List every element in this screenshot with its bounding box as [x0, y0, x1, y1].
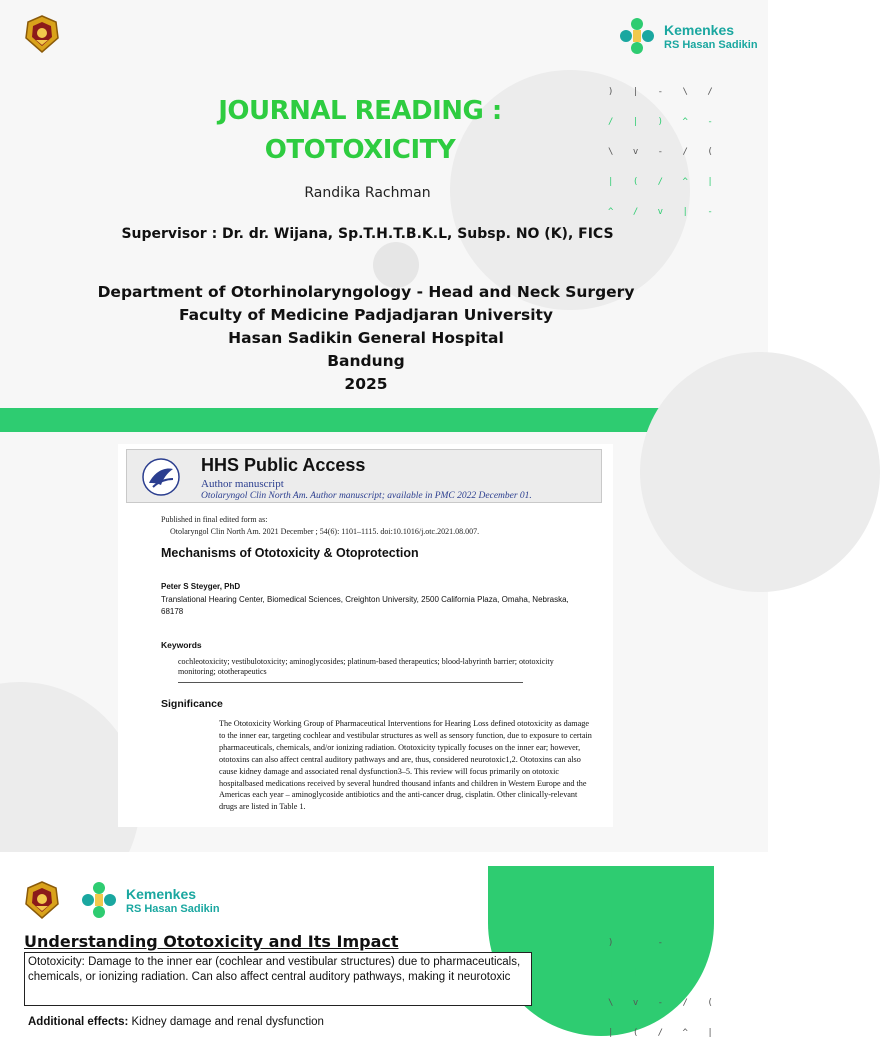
- published-label: Published in final edited form as:: [161, 515, 268, 524]
- hhs-title: HHS Public Access: [201, 455, 366, 475]
- paper-affiliation: Translational Hearing Center, Biomedical Sciences, Creighton University, 2500 California Plaza, Omaha, Nebraska, 68178: [161, 595, 569, 616]
- hhs-eagle-icon: [139, 457, 183, 497]
- presenter-name: Randika Rachman: [304, 185, 431, 201]
- symbol-row: ) -: [608, 938, 671, 948]
- symbol-row: / | ) ^ -: [608, 117, 720, 127]
- divider: [178, 682, 523, 683]
- department-line: Department of Otorhinolaryngology - Head and Neck Surgery: [97, 283, 635, 301]
- kemenkes-logo-icon: [618, 16, 656, 56]
- kemenkes-wordmark: [126, 886, 220, 916]
- slide-heading: Understanding Ototoxicity and Its Impact: [24, 932, 399, 951]
- symbol-row: ) | - \ /: [608, 87, 720, 97]
- paper-slide: [0, 432, 768, 852]
- kemenkes-wordmark: [664, 22, 758, 52]
- citation: Otolaryngol Clin North Am. 2021 December ; 54(6): 1101–1115. doi:10.1016/j.otc.2021.08.007.: [170, 527, 480, 536]
- paper-title: Mechanisms of Ototoxicity & Otoprotection: [161, 546, 419, 560]
- symbol-row: ^ / v | -: [608, 207, 720, 217]
- significance-text: The Ototoxicity Working Group of Pharmaceutical Interventions for Hearing Loss defined ototoxicity as damage to the inner ear, targeting cochlear and vestibular structures as well as sensory function, due to exposure to certain pharmaceuticals, chemicals, and/or ionizing radiation. Ototoxicity typically focuses on the inner ear; however, ototoxins can also affect central auditory pathways and are, thus, considered neurotoxic1,2. Ototoxins can also cause kidney damage and associated renal dysfunction3–5. This review will focus primarily on ototoxic hospitalbased medications received by several hundred thousand infants and children in Western Europe and the Americas each year – aminoglycoside antibiotics and the anti-cancer drug, cisplatin. Other clinically-relevant drugs are listed in Table 1.: [219, 719, 592, 812]
- hhs-header: [126, 449, 602, 503]
- paper-author: Peter S Steyger, PhD: [161, 582, 241, 591]
- title-line-2: OTOTOXICITY: [264, 135, 456, 165]
- supervisor-line: Supervisor : Dr. dr. Wijana, Sp.T.H.T.B.K.L, Subsp. NO (K), FICS: [121, 226, 614, 242]
- hospital-line: Hasan Sadikin General Hospital: [228, 329, 504, 347]
- decorative-symbols: [608, 928, 720, 1048]
- content-slide: [0, 852, 768, 1038]
- title-slide: [0, 0, 768, 408]
- kemenkes-name: Kemenkes: [664, 22, 735, 38]
- paper-page: [118, 444, 613, 827]
- kemenkes-logo-icon: [80, 880, 118, 920]
- hhs-subtitle: Author manuscript: [201, 478, 284, 490]
- additional-effects-text: Kidney damage and renal dysfunction: [128, 1016, 324, 1028]
- kemenkes-name: Kemenkes: [126, 886, 197, 902]
- decorative-circle: [640, 352, 880, 592]
- kemenkes-subtitle: RS Hasan Sadikin: [126, 903, 220, 915]
- city-line: Bandung: [327, 352, 405, 370]
- additional-effects: [28, 1016, 324, 1028]
- kemenkes-subtitle: RS Hasan Sadikin: [664, 39, 758, 51]
- definition-box: Ototoxicity: Damage to the inner ear (cochlear and vestibular structures) due to pharmaceuticals, chemicals, or ionizing radiation. Can also affect central auditory pathways, making it neurotoxic: [24, 952, 532, 1006]
- keywords-heading: Keywords: [161, 640, 202, 650]
- symbol-row: | ( / ^ |: [608, 177, 720, 187]
- symbol-row: \ v - / (: [608, 998, 720, 1008]
- symbol-row: \ v - / (: [608, 147, 720, 157]
- symbol-row: | ) ^ -: [608, 968, 695, 978]
- department-block: [0, 281, 732, 396]
- significance-heading: Significance: [161, 698, 223, 710]
- decorative-symbols: [608, 77, 720, 227]
- faculty-line: Faculty of Medicine Padjadjaran University: [178, 306, 554, 324]
- hhs-availability: Otolaryngol Clin North Am. Author manuscript; available in PMC 2022 December 01.: [201, 491, 532, 501]
- symbol-row: | ( / ^ |: [608, 1028, 720, 1038]
- year-line: 2025: [344, 375, 388, 393]
- additional-effects-label: Additional effects:: [28, 1016, 129, 1028]
- university-logo-icon: [22, 14, 62, 54]
- keywords-text: cochleotoxicity; vestibulotoxicity; aminoglycosides; platinum-based therapeutics; blood-labyrinth barrier; ototoxicity monitoring; ototherapeutics: [178, 657, 554, 676]
- title-line-1: JOURNAL READING :: [218, 96, 502, 126]
- university-logo-icon: [22, 880, 62, 920]
